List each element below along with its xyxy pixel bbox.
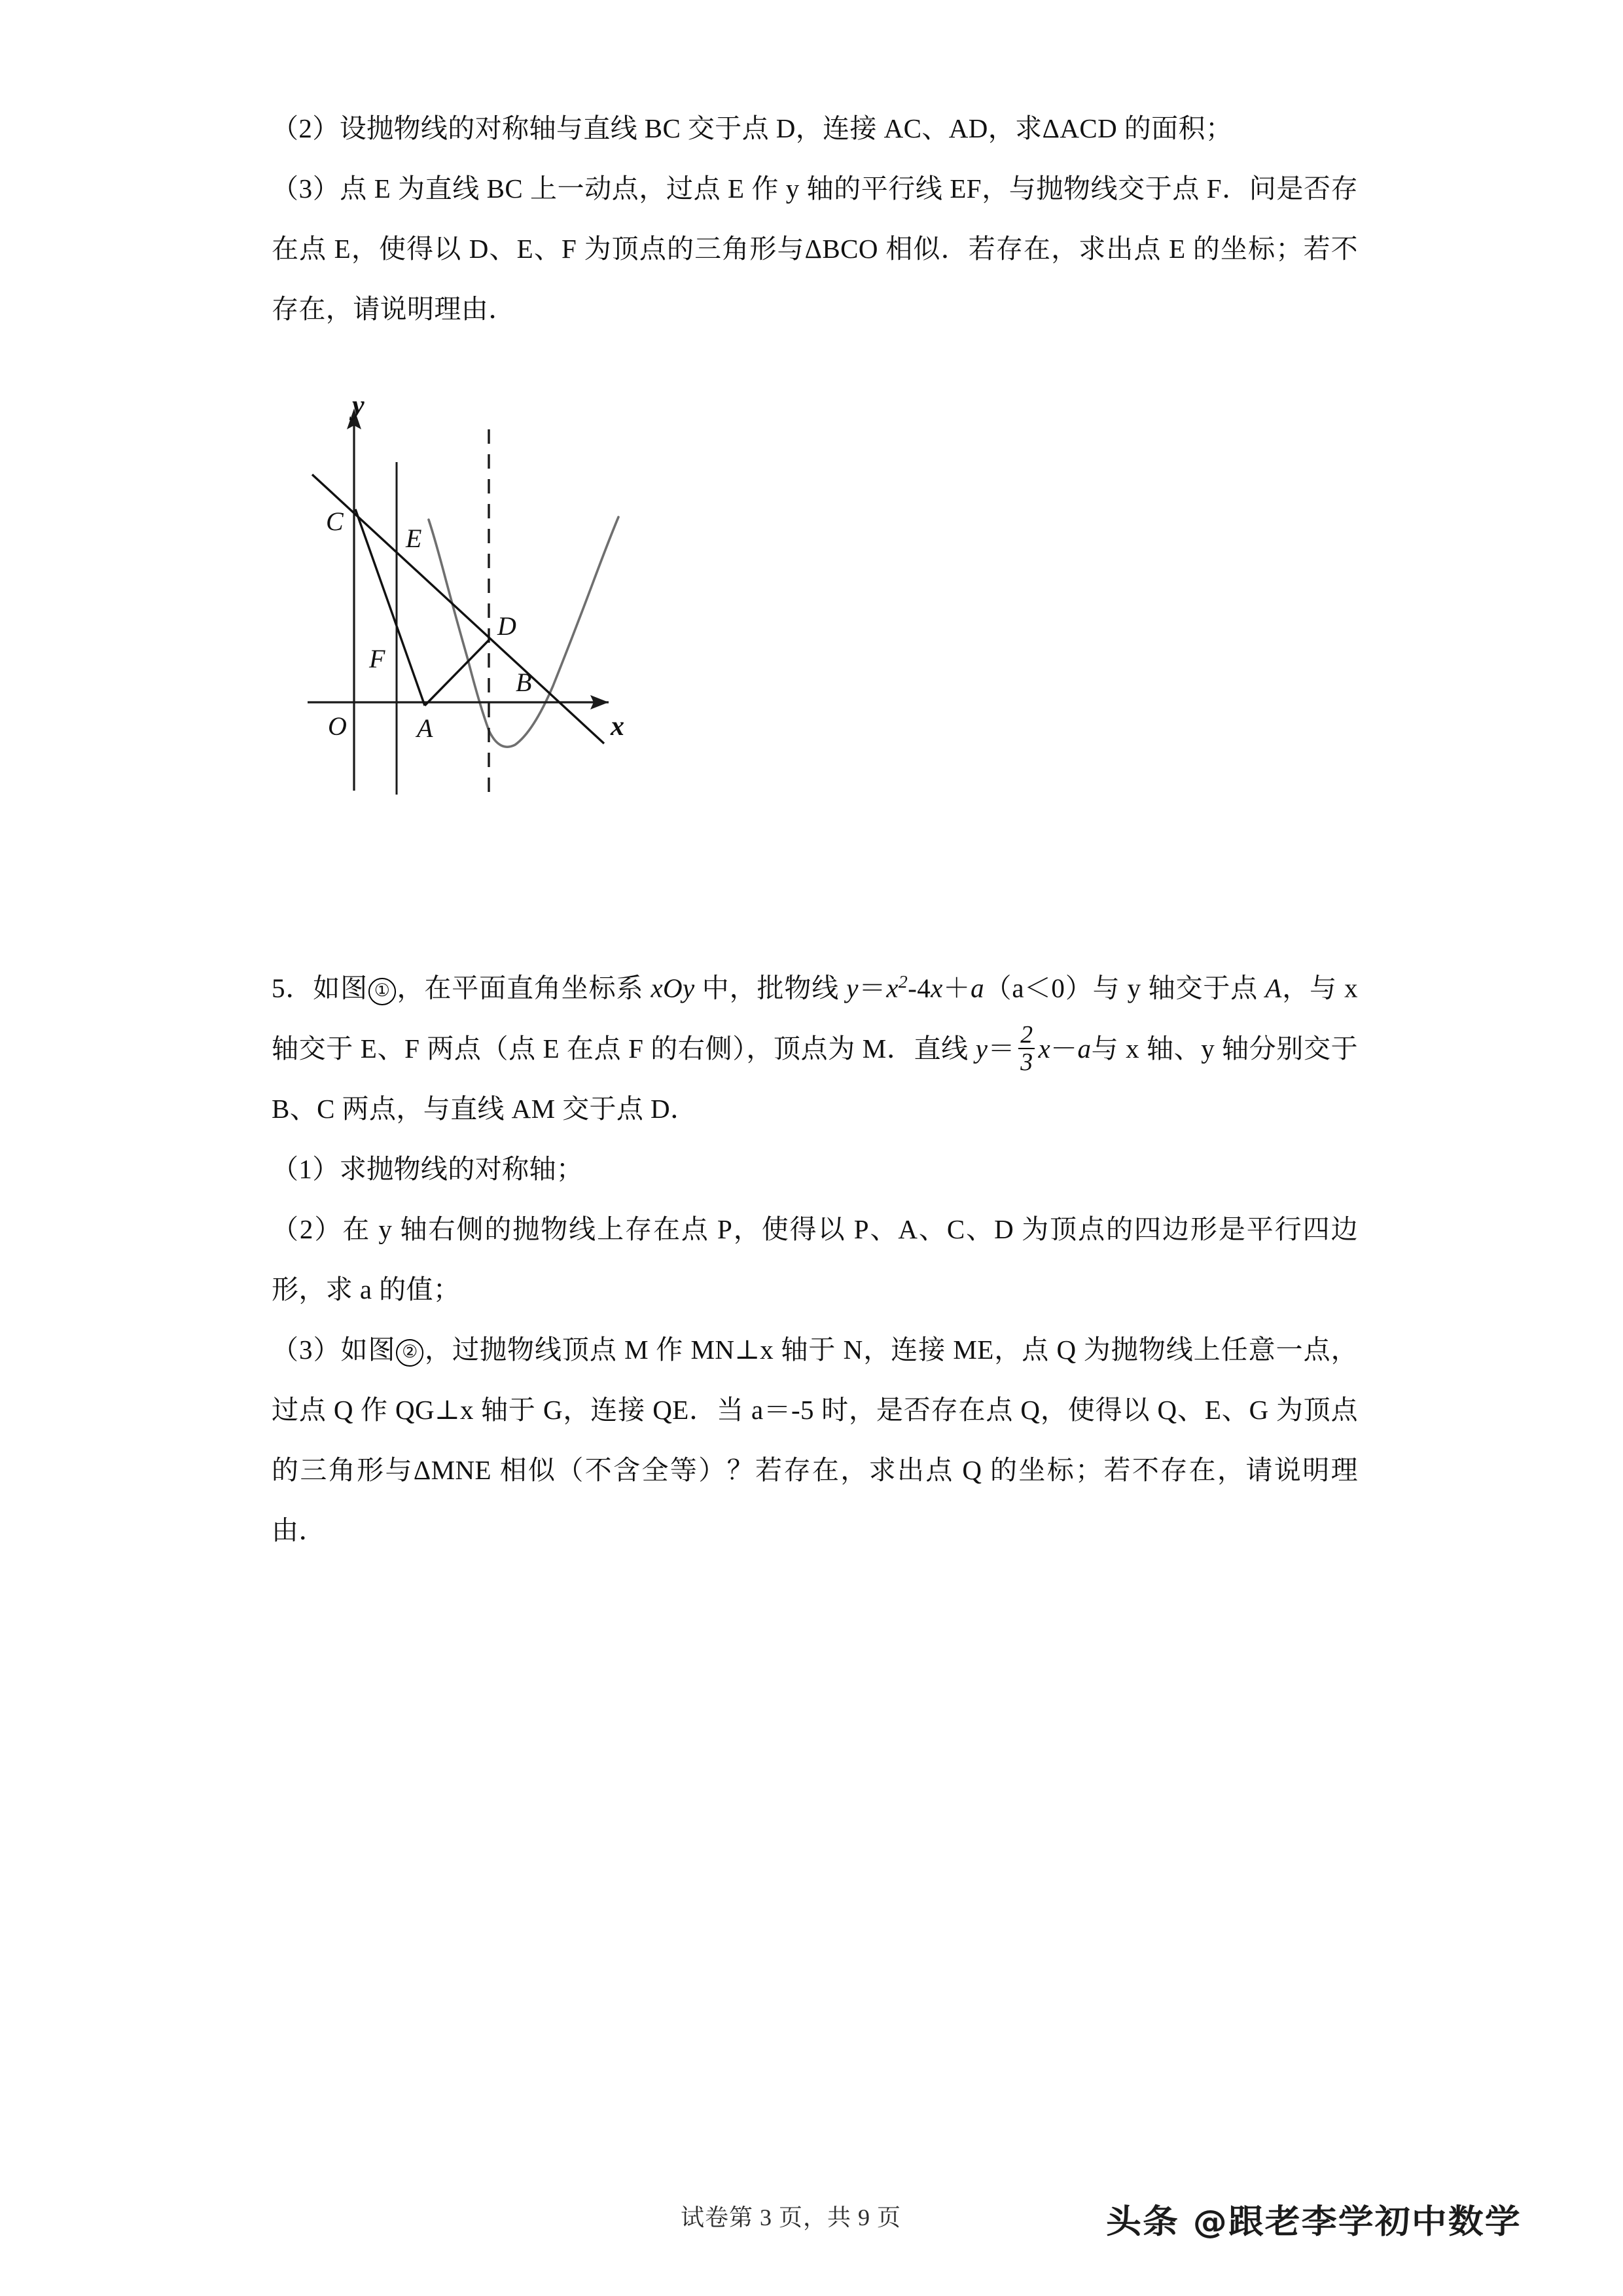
figure-ref-2: ② (396, 1339, 423, 1367)
fraction-denominator: 3 (1020, 1048, 1033, 1076)
eq-parabola-exponent: 2 (898, 972, 908, 992)
figure-parabola-diagram (272, 378, 690, 797)
eq-parabola-x: x (886, 973, 899, 1003)
q5-number: 5． (272, 973, 313, 1003)
eq-parabola-equals: ＝ (858, 973, 887, 1003)
watermark-prefix: 头条 (1106, 2202, 1193, 2241)
content-column (272, 98, 1358, 339)
q5-stem-mid2: 中，批物线 (694, 973, 847, 1003)
line-eq-a: a (1077, 1033, 1092, 1064)
eq-parabola-a: a (971, 973, 985, 1003)
label-F: F (369, 644, 385, 673)
q5-condition-a: （a＜0） (984, 973, 1093, 1003)
label-O: O (328, 711, 347, 741)
label-B: B (516, 668, 532, 697)
eq-parabola-x2: x (931, 973, 943, 1003)
question-4-part-3: （3）点 E 为直线 BC 上一动点，过点 E 作 y 轴的平行线 EF，与抛物线交于点 F．问是否存在点 E，使得以 D、E、F 为顶点的三角形与ΔBCO 相似．若存在，求出点 E 的坐标；若不存在，请说明理由． (272, 173, 1358, 324)
question-5-stem (272, 952, 1358, 1139)
label-x-axis: x (611, 711, 624, 742)
eq-parabola-plus: ＋ (942, 973, 971, 1003)
watermark-account-name: 跟老李学初中数学 (1228, 2202, 1522, 2241)
q5-point-A: A (1265, 973, 1282, 1003)
label-E: E (406, 524, 422, 553)
label-D: D (497, 611, 516, 641)
question-5-block (272, 952, 1358, 1560)
label-y-axis: y (352, 391, 365, 421)
figure-ref-1: ① (368, 978, 396, 1005)
q5-part3-pre: （3）如图 (272, 1334, 396, 1365)
page-footer (0, 2199, 1623, 2271)
label-C: C (326, 507, 344, 536)
line-eq-x: x (1038, 1033, 1051, 1064)
question-5-part-1: （1）求抛物线的对称轴； (272, 1153, 584, 1184)
label-A: A (417, 713, 433, 743)
line-eq-y: y (975, 1033, 988, 1064)
page-number-label: 试卷第 3 页，共 9 页 (681, 2204, 902, 2231)
q5-coordinate-system: xOy (651, 973, 695, 1003)
fraction-numerator: 2 (1020, 1020, 1033, 1049)
q5-part3-post: ，过抛物线顶点 M 作 MN⊥x 轴于 N，连接 ME，点 Q 为抛物线上任意一点，过点 Q 作 QG⊥x 轴于 G，连接 QE．当 a＝-5 时，是否存在点 Q，使得以 Q、E、G 为顶点的三角形与ΔMNE 相似（不含全等）？若存在，求出点 Q 的坐标；若不存在，请说明理由． (272, 1334, 1359, 1545)
watermark (1106, 2195, 1522, 2242)
q5-stem-pre: 如图 (313, 973, 368, 1003)
q5-stem-mid: ，在平面直角坐标系 (397, 973, 651, 1003)
line-eq-equals: ＝ (988, 1033, 1016, 1064)
line-eq-minus: － (1050, 1033, 1078, 1064)
question-4-part-2: （2）设抛物线的对称轴与直线 BC 交于点 D，连接 AC、AD，求ΔACD 的面积； (272, 113, 1233, 143)
q5-stem-line2-pre: ，与 x 轴交于 E、F 两点（点 E 在点 F 的右侧），顶点为 M．直线 (272, 973, 1358, 1064)
q5-stem-tail: 与 y 轴交于点 (1092, 973, 1266, 1003)
question-5-part-2: （2）在 y 轴右侧的抛物线上存在点 P，使得以 P、A、C、D 为顶点的四边形是平行四边形，求 a 的值； (272, 1213, 1358, 1304)
watermark-at-symbol: @ (1192, 2204, 1228, 2241)
question-5-part-3 (272, 1319, 1358, 1560)
q5-stem-line2-tail: 与 x 轴、y 轴 (1091, 1033, 1249, 1064)
eq-parabola-coef: -4 (908, 973, 931, 1003)
eq-parabola-y: y (846, 973, 859, 1003)
q5-stem-line3: 分别交于 B、C 两点，与直线 AM 交于点 D． (272, 1033, 1358, 1124)
fraction-two-thirds (1018, 1022, 1035, 1075)
